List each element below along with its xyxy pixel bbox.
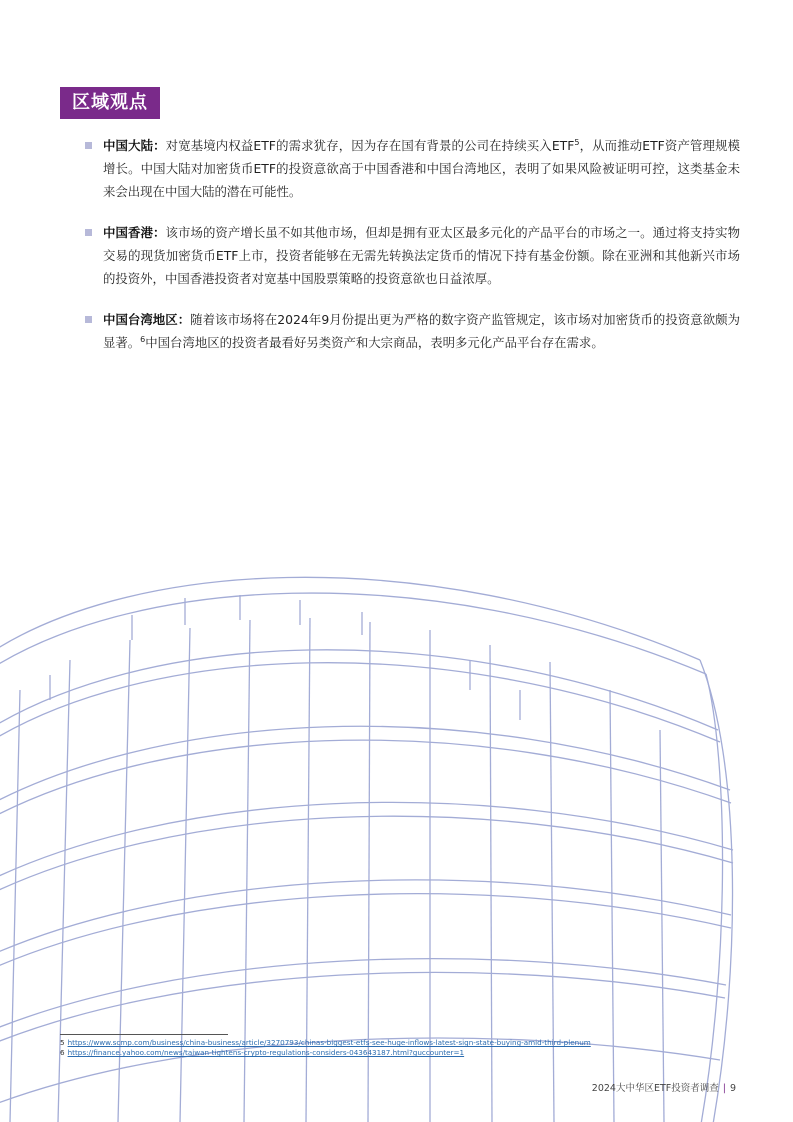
bullet-text <box>103 308 740 354</box>
section-title: 区域观点 <box>60 87 160 119</box>
footnote-number: 5 <box>60 1038 65 1047</box>
footnote-item <box>60 1048 740 1058</box>
footnote-link[interactable]: https://www.scmp.com/business/china-business/article/3270793/chinas-biggest-etfs-see-huge-inflows-latest-sign-state-buying-amid-third-plenum <box>67 1038 591 1047</box>
bullet-taiwan <box>85 308 740 354</box>
footer-doc-title: 2024大中华区ETF投资者调查 <box>591 1083 719 1094</box>
bullet-mainland-china <box>85 134 740 203</box>
footnote-link[interactable]: https://finance.yahoo.com/news/taiwan-tightens-crypto-regulations-considers-043643187.html?guccounter=1 <box>67 1048 465 1057</box>
bullet-text <box>103 221 740 290</box>
footnote-ref[interactable]: 5 <box>574 137 580 147</box>
bullet-title: 中国台湾地区： <box>103 312 191 327</box>
bullet-square-icon <box>85 316 92 323</box>
bullet-text <box>103 134 740 203</box>
bullet-title: 中国香港： <box>103 225 166 240</box>
footnote-number: 6 <box>60 1048 65 1057</box>
bullet-body: 对宽基境内权益ETF的需求犹存，因为存在国有背景的公司在持续买入ETF <box>165 138 575 153</box>
footnote-item <box>60 1038 740 1048</box>
bullet-square-icon <box>85 142 92 149</box>
footnote-ref[interactable]: 6 <box>140 334 146 344</box>
footnote-divider <box>60 1034 228 1035</box>
footnotes <box>60 1038 740 1058</box>
page-footer <box>592 1080 736 1094</box>
bullet-body-continued: ，从而推动ETF资产管理规模增长。中国大陆对加密货币ETF的投资意欲高于中国香港和中国台湾地区，表明了如果风险被证明可控，这类基金未来会出现在中国大陆的潜在可能性。 <box>103 138 740 199</box>
bullet-hong-kong <box>85 221 740 290</box>
page-number: 9 <box>729 1083 736 1094</box>
bullet-title: 中国大陆： <box>103 138 166 153</box>
bullet-body-continued: 中国台湾地区的投资者最看好另类资产和大宗商品，表明多元化产品平台存在需求。 <box>145 335 604 350</box>
region-bullet-list <box>85 134 740 372</box>
bullet-body: 该市场的资产增长虽不如其他市场，但却是拥有亚太区最多元化的产品平台的市场之一。通过将支持实物交易的现货加密货币ETF上市，投资者能够在无需先转换法定货币的情况下持有基金份额。除在亚洲和其他新兴市场的投资外，中国香港投资者对宽基中国股票策略的投资意欲也日益浓厚。 <box>103 225 741 286</box>
bullet-square-icon <box>85 229 92 236</box>
footer-separator: | <box>722 1083 726 1094</box>
bullet-body: 随着该市场将在2024年9月份提出更为严格的数字资产监管规定，该市场对加密货币的投资意欲颇为显著。 <box>103 312 740 350</box>
